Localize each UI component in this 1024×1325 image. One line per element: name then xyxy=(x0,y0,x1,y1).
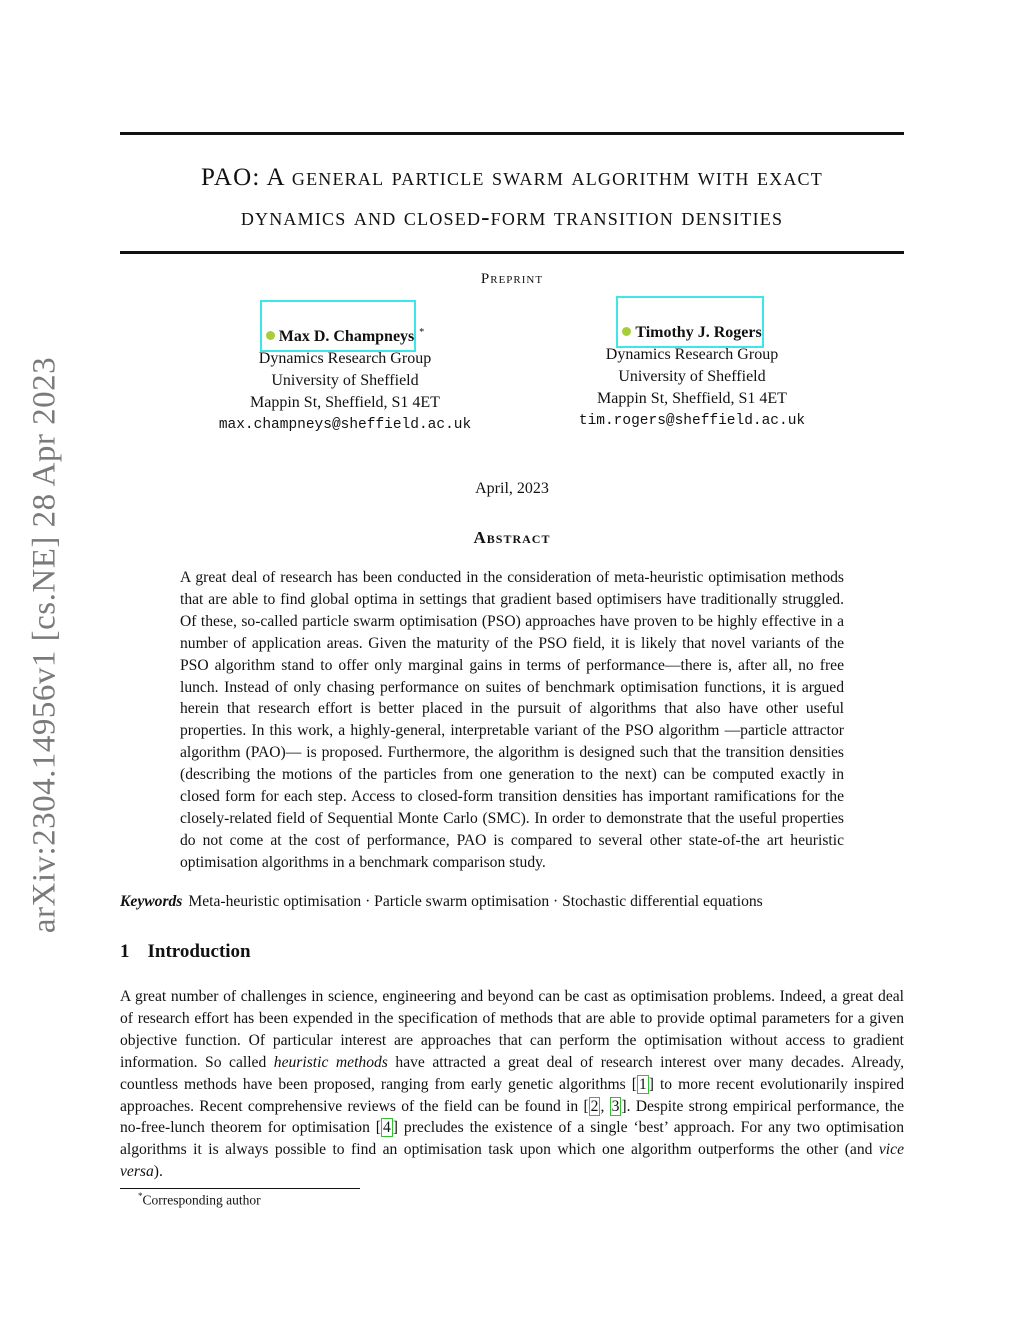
author-name-link[interactable]: Timothy J. Rogers xyxy=(622,322,761,344)
title-rule-top xyxy=(120,132,904,135)
section-heading: 1 Introduction xyxy=(120,941,251,962)
footnote-rule xyxy=(120,1188,360,1189)
author-university: University of Sheffield xyxy=(618,368,766,385)
author-university: University of Sheffield xyxy=(271,372,419,390)
citation-link[interactable]: 3 xyxy=(611,1097,620,1115)
author-name-link[interactable]: Max D. Champneys xyxy=(266,326,415,348)
title-line-1: PAO: A general particle swarm algorithm with exact xyxy=(201,164,823,191)
author-address: Mappin St, Sheffield, S1 4ET xyxy=(597,390,787,407)
title-rule-bottom xyxy=(120,251,904,254)
preprint-label: Preprint xyxy=(480,271,544,287)
abstract-heading: Abstract xyxy=(473,528,551,547)
keywords xyxy=(120,893,763,911)
footnote: *Corresponding author xyxy=(138,1191,261,1208)
author-group: Dynamics Research Group xyxy=(258,350,432,368)
paper-title xyxy=(120,158,904,238)
author-group: Dynamics Research Group xyxy=(605,346,779,363)
author-2 xyxy=(522,322,862,432)
keywords-list: Meta-heuristic optimisation · Particle swarm optimisation · Stochastic differential equations xyxy=(188,893,763,910)
author-email[interactable]: tim.rogers@sheffield.ac.uk xyxy=(578,413,806,429)
paper-date: April, 2023 xyxy=(475,480,549,497)
abstract-text: A great deal of research has been conducted in the consideration of meta-heuristic optimisation methods that are able to find global optima in settings that gradient based optimisers have traditionally struggled. Of these, so-called particle swarm optimisation (PSO) approaches have proven to be highly effective in a number of application areas. Given the maturity of the PSO field, it is likely that novel variants of the PSO algorithm stand to offer only marginal gains in terms of performance—there is, after all, no free lunch. Instead of only chasing performance on suites of benchmark optimisation functions, it is argued herein that research effort is better placed in the pursuit of algorithms that also have other useful properties. In this work, a highly-general, interpretable variant of the PSO algorithm —particle attractor algorithm (PAO)— is proposed. Furthermore, the algorithm is designed such that the transition densities (describing the motions of the particles from one generation to the next) can be computed exactly in closed form for each step. Access to closed-form transition densities has important ramifications for the closely-related field of Sequential Monte Carlo (SMC). In order to demonstrate that the useful properties do not come at the cost of performance, PAO is compared to several other state-of-the art heuristic optimisation algorithms in a benchmark comparison study. xyxy=(180,569,844,871)
citation-link[interactable]: 2 xyxy=(590,1097,599,1115)
keywords-label: Keywords xyxy=(120,893,183,910)
author-email[interactable]: max.champneys@sheffield.ac.uk xyxy=(218,417,472,434)
citation-link[interactable]: 4 xyxy=(383,1119,391,1137)
author-address: Mappin St, Sheffield, S1 4ET xyxy=(250,394,440,412)
intro-paragraph: A great number of challenges in science, engineering and beyond can be cast as optimisation problems. Indeed, a great deal of research effort has been expended in the specification of methods that are able to provide optimal parameters for a given objective function. Of particular interest are approaches that can perform the optimisation without access to gradient information. So called heuristic methods have attracted a great deal of research interest over many decades. Already, countless methods have been proposed, ranging from early genetic algorithms [ 1 ] to more recent evolutionarily inspired approaches. Recent comprehensive reviews of the field can be found in [ 2 , 3 ]. Despite strong empirical performance, the no-free-lunch theorem for optimisation [ 4 ] precludes the existence of a single ‘best’ approach. For any two optimisation algorithms it is always possible to find an optimisation task upon which one algorithm outperforms the other (and vice versa). xyxy=(120,988,904,1181)
title-line-2: dynamics and closed-form transition densities xyxy=(240,204,784,231)
footnote-mark: * xyxy=(419,327,425,338)
arxiv-stamp: arXiv:2304.14956v1 [cs.NE] 28 Apr 2023 xyxy=(26,356,63,934)
citation-link[interactable]: 1 xyxy=(638,1075,647,1093)
author-1 xyxy=(175,322,515,436)
